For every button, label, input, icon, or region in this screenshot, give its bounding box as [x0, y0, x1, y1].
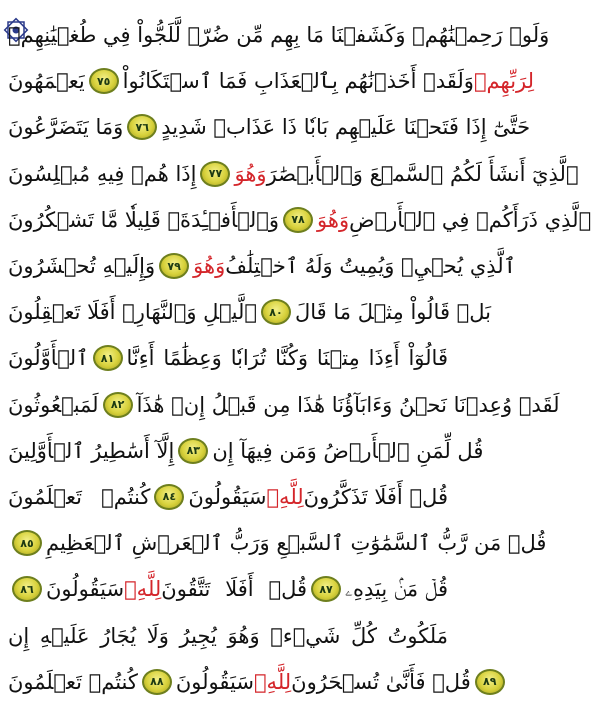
verse-text: قُلۡ فَأَنَّىٰ تُسۡحَرُونَ: [291, 669, 471, 694]
ayah-number-marker: ٧٩: [159, 253, 189, 279]
text-line: [8, 659, 497, 705]
highlighted-word: لِلَّهِۚ: [253, 669, 292, 694]
ayah-number-marker: ٧٧: [200, 161, 230, 187]
ayah-number-marker: ٨٢: [103, 392, 133, 418]
verse-text: وَمَا يَتَضَرَّعُونَ: [8, 115, 124, 140]
ayah-number-marker: ٨٣: [178, 438, 208, 464]
highlighted-word: لِرَبِّهِمۡ: [473, 69, 535, 94]
verse-text: قُلۡ مَنۢ بِيَدِهِۦ: [345, 576, 448, 601]
verse-text: كُنتُمۡ تَعۡلَمُونَ: [8, 669, 138, 694]
highlighted-word: وَهُوَ: [193, 254, 226, 279]
text-line: [8, 566, 448, 612]
verse-text: مَلَكُوتُ كُلِّ شَيۡءٖ وَهُوَ يُجِيرُ وَلَا يُجَارُ عَلَيۡهِ إِن: [8, 623, 448, 648]
ayah-number-marker: ٨٠: [261, 299, 291, 325]
text-line: [8, 612, 448, 658]
verse-text: قُلۡ أَفَلَا تَذَكَّرُونَ: [303, 484, 448, 509]
verse-text: سَيَقُولُونَ: [188, 484, 267, 509]
verse-text: لَقَدۡ وُعِدۡنَا نَحۡنُ وَءَابَآؤُنَا هَٰذَا مِن قَبۡلُ إِنۡ هَٰذَآ: [136, 392, 560, 417]
text-line: [8, 151, 579, 197]
verse-text: قُل لِّمَنِ ٱلۡأَرۡضُ وَمَن فِيهَآ إِن: [212, 438, 484, 463]
highlighted-word: لِلَّهِۚ: [266, 484, 304, 509]
verse-text: يَعۡمَهُونَ: [8, 69, 85, 94]
highlighted-word: وَهُوَ: [317, 207, 350, 232]
verse-text: لَمَبۡعُوثُونَ: [8, 392, 99, 417]
verse-text: ٱلَّيۡلِ وَٱلنَّهَارِۚ أَفَلَا تَعۡقِلُونَ: [8, 300, 257, 325]
verse-text: إِلَّآ أَسَٰطِيرُ ٱلۡأَوَّلِينَ: [8, 438, 175, 463]
verse-text: كُنتُمۡ تَعۡلَمُونَ: [8, 484, 151, 509]
verse-text: سَيَقُولُونَ: [46, 577, 125, 602]
text-line: [8, 428, 484, 474]
verse-text: وَلَوۡ رَحِمۡنَٰهُمۡ وَكَشَفۡنَا مَا بِهِم مِّن ضُرّٖ لَّلَجُّواْ فِي طُغۡيَٰنِهِمۡ: [8, 23, 550, 48]
text-line: [8, 474, 448, 520]
verse-text: وَٱلۡأَفۡـِٔدَةَۚ قَلِيلٗا مَّا تَشۡكُرُونَ: [8, 207, 280, 232]
text-line: [8, 335, 448, 381]
ayah-number-marker: ٧٨: [283, 207, 313, 233]
highlighted-word: لِلَّهِۚ: [124, 577, 162, 602]
ayah-number-marker: ٧٥: [89, 68, 119, 94]
highlighted-word: وَهُوَ: [234, 161, 267, 186]
verse-text: ٱلَّذِي يُحۡيِۦ وَيُمِيتُ وَلَهُ ٱخۡتِلَٰفُ: [225, 254, 516, 279]
text-lines: [8, 12, 591, 705]
verse-text: بَلۡ قَالُواْ مِثۡلَ مَا قَالَ: [295, 300, 492, 325]
text-line: [8, 243, 516, 289]
verse-text: وَلَقَدۡ أَخَذۡنَٰهُم بِٱلۡعَذَابِ فَمَا ٱسۡتَكَانُواْ: [122, 69, 474, 94]
verse-text: ٱلَّذِيٓ أَنشَأَ لَكُمُ ٱلسَّمۡعَ وَٱلۡأَبۡصَٰرَ: [266, 161, 579, 186]
ayah-number-marker: ٨١: [93, 345, 123, 371]
text-line: [8, 58, 535, 104]
ayah-number-marker: ٧٦: [127, 114, 157, 140]
text-line: [8, 104, 531, 150]
ayah-number-marker: ٨٤: [154, 484, 184, 510]
verse-text: سَيَقُولُونَ: [175, 669, 254, 694]
verse-text: إِذَا هُمۡ فِيهِ مُبۡلِسُونَ: [8, 161, 197, 186]
ayah-number-marker: ٨٧: [311, 576, 341, 602]
ayah-number-marker: ٨٦: [12, 576, 42, 602]
ayah-number-marker: ٨٨: [142, 669, 172, 695]
text-line: [8, 382, 560, 428]
verse-text: قَالُوٓاْ أَءِذَا مِتۡنَا وَكُنَّا تُرَابٗا وَعِظَٰمًا أَءِنَّا: [126, 346, 448, 371]
ayah-number-marker: ٨٩: [475, 669, 505, 695]
verse-text: قُلۡ مَن رَّبُّ ٱلسَّمَٰوَٰتِ ٱلسَّبۡعِ وَرَبُّ ٱلۡعَرۡشِ ٱلۡعَظِيمِ: [46, 531, 547, 556]
text-line: [8, 289, 492, 335]
verse-text: وَإِلَيۡهِ تُحۡشَرُونَ: [8, 254, 156, 279]
text-line: [8, 520, 547, 566]
text-line: [8, 12, 550, 58]
verse-text: ٱلۡأَوَّلُونَ: [8, 346, 89, 371]
ayah-number-marker: ٨٥: [12, 530, 42, 556]
text-line: [8, 197, 591, 243]
verse-text: ٱلَّذِي ذَرَأَكُمۡ فِي ٱلۡأَرۡضِ: [349, 207, 591, 232]
verse-text: حَتَّىٰٓ إِذَا فَتَحۡنَا عَلَيۡهِم بَابٗا ذَا عَذَابٖ شَدِيدٍ: [161, 115, 531, 140]
verse-text: قُلۡ أَفَلَا تَتَّقُونَ: [161, 577, 308, 602]
